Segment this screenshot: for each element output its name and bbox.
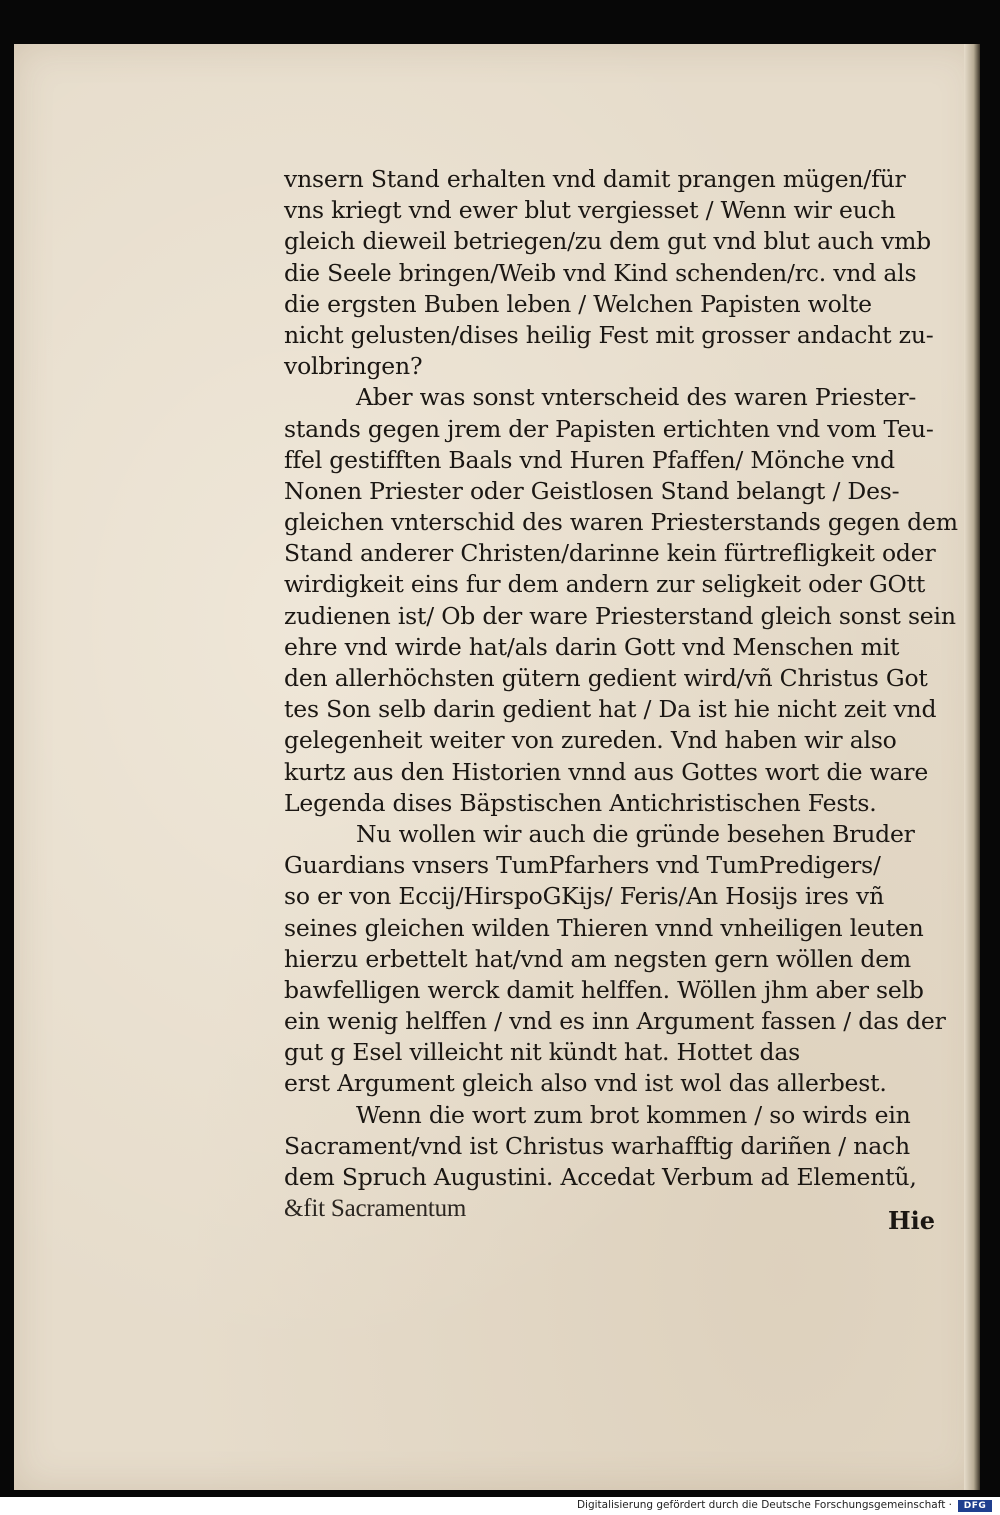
text-line: gleichen vnterschid des waren Priesterstands gegen dem: [284, 508, 958, 537]
text-line: Sacrament/vnd ist Christus warhafftig dariñen / nach: [284, 1131, 910, 1160]
text-line: Legenda dises Bäpstischen Antichristischen Fests.: [284, 788, 877, 817]
text-line: stands gegen jrem der Papisten ertichten vnd vom Teu-: [284, 414, 934, 443]
text-line: Nu wollen wir auch die gründe besehen Bruder: [356, 819, 915, 848]
text-line: den allerhöchsten gütern gedient wird/vñ Christus Got: [284, 664, 928, 692]
text-line: bawfelligen werck damit helffen. Wöllen jhm aber selb: [284, 975, 924, 1004]
text-line: die Seele bringen/Weib vnd Kind schenden/rc. vnd als: [284, 258, 917, 287]
text-line: kurtz aus den Historien vnnd aus Gottes wort die ware: [284, 757, 929, 786]
text-line: Aber was sonst vnterscheid des waren Priester-: [356, 383, 917, 412]
text-line: zudienen ist/ Ob der ware Priesterstand gleich sonst sein: [284, 601, 956, 630]
text-line: tes Son selb darin gedient hat / Da ist hie nicht zeit vnd: [284, 695, 937, 724]
text-line: dem Spruch Augustini. Accedat Verbum ad Elementũ,: [284, 1163, 917, 1191]
text-line: volbringen?: [284, 352, 423, 381]
dfg-logo-icon: DFG: [958, 1500, 992, 1512]
text-line: hierzu erbettelt hat/vnd am negsten gern wöllen dem: [284, 944, 912, 973]
catchword: Hie: [888, 1206, 936, 1235]
book-page: [14, 44, 980, 1490]
text-line: vnsern Stand erhalten vnd damit prangen mügen/für: [284, 165, 906, 193]
footer-credit: Digitalisierung gefördert durch die Deutsche Forschungsgemeinschaft ·: [576, 1499, 952, 1511]
text-line: erst Argument gleich also vnd ist wol das allerbest.: [284, 1069, 887, 1098]
page-edge: [964, 44, 980, 1490]
text-line: Wenn die wort zum brot kommen / so wirds ein: [356, 1100, 911, 1129]
text-block: [284, 164, 964, 1224]
text-line: Nonen Priester oder Geistlosen Stand belangt / Des-: [284, 476, 900, 505]
text-line: gelegenheit weiter von zureden. Vnd haben wir also: [284, 726, 897, 755]
text-line: gleich dieweil betriegen/zu dem gut vnd blut auch vmb: [284, 227, 932, 256]
text-line: gut g Esel villeicht nit kündt hat. Hottet das: [284, 1038, 800, 1067]
text-line: &fit Sacramentum: [284, 1195, 467, 1223]
text-line: seines gleichen wilden Thieren vnnd vnheiligen leuten: [284, 913, 924, 942]
text-line: ffel gestifften Baals vnd Huren Pfaffen/ Mönche vnd: [284, 445, 895, 474]
text-line: so er von Eccij/HirspoGKijs/ Feris/An Hosijs ires vñ: [284, 882, 885, 911]
text-line: ehre vnd wirde hat/als darin Gott vnd Menschen mit: [284, 632, 900, 661]
text-line: die ergsten Buben leben / Welchen Papisten wolte: [284, 289, 872, 318]
text-line: vns kriegt vnd ewer blut vergiesset / Wenn wir euch: [284, 196, 896, 225]
text-line: Guardians vnsers TumPfarhers vnd TumPredigers/: [284, 851, 881, 880]
footer-bar: [0, 1497, 1000, 1515]
text-line: wirdigkeit eins fur dem andern zur seligkeit oder GOtt: [284, 570, 926, 599]
text-line: nicht gelusten/dises heilig Fest mit grosser andacht zu-: [284, 320, 934, 349]
text-line: ein wenig helffen / vnd es inn Argument fassen / das der: [284, 1007, 946, 1036]
text-line: Stand anderer Christen/darinne kein fürtrefligkeit oder: [284, 539, 936, 568]
